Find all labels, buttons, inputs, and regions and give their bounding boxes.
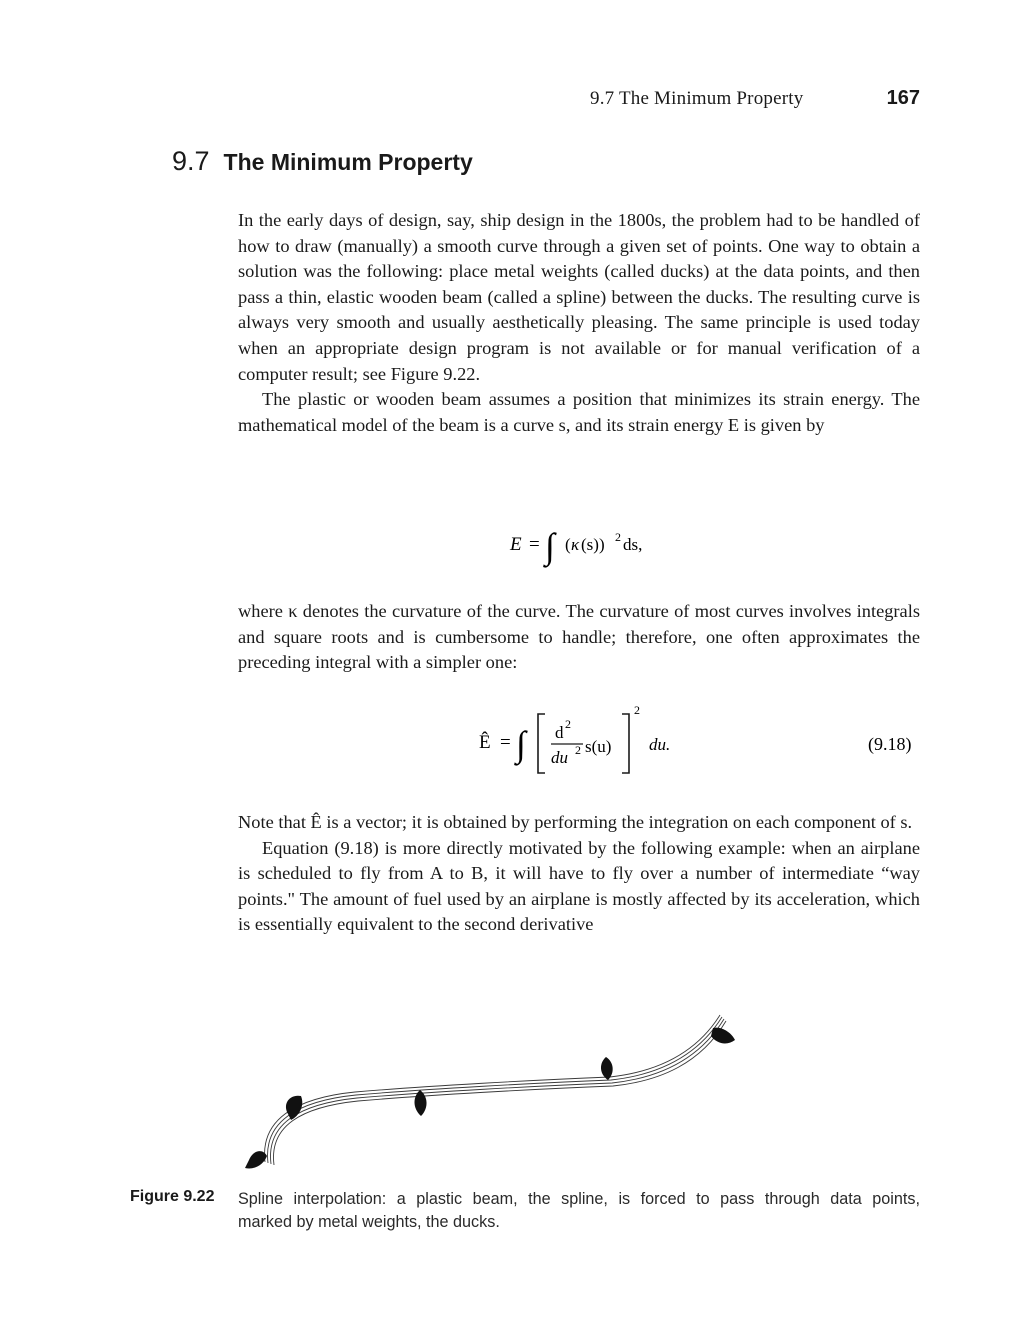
caption-line-2: marked by metal weights, the ducks. (238, 1213, 500, 1231)
eq1-equals: = (529, 534, 540, 555)
eq1-kappa: κ (571, 535, 580, 554)
eq2-num-sup: 2 (565, 717, 571, 731)
duck-weight-icon (711, 1028, 735, 1044)
paragraph-3: where κ denotes the curvature of the curve. The curvature of most curves involves integrals and square roots and is cumbersome to handle; therefore, one often approximates the preceding integral with a simpler one: (238, 601, 920, 673)
paragraph-2: The plastic or wooden beam assumes a position that minimizes its strain energy. The mathematical model of the beam is a curve s, and its strain energy E is given by (238, 389, 920, 435)
figure-label: Figure 9.22 (130, 1188, 215, 1205)
equation-strain-energy-svg (238, 522, 920, 572)
eq1-integral: ∫ (545, 526, 555, 566)
section-title: The Minimum Property (223, 149, 473, 175)
eq1-lhs: E (510, 534, 522, 555)
eq2-equals: = (500, 732, 511, 753)
running-head (590, 88, 920, 118)
duck-weight-icon (415, 1090, 427, 1116)
eq1-tail: ds, (623, 535, 643, 554)
section-number: 9.7 (172, 146, 210, 176)
eq2-func: s(u) (585, 737, 612, 756)
equation-strain-energy (238, 522, 920, 572)
eq2-outer-sup: 2 (634, 703, 640, 717)
eq1-sup: 2 (615, 530, 621, 544)
eq2-integral: ∫ (516, 724, 526, 764)
eq2-lhs: Ê (479, 732, 491, 753)
figure-caption (130, 1188, 920, 1238)
paragraph-5: Equation (9.18) is more directly motivated by the following example: when an airplane is scheduled to fly from A to B, it will have to fly over a number of intermediate “way points." The amount of fuel used by an airplane is mostly affected by its acceleration, which is essentially equivalent to the second derivative (238, 837, 920, 935)
caption-text (238, 1188, 920, 1234)
equation-9-18-svg (238, 700, 920, 780)
body-text-block-1 (238, 208, 920, 438)
paragraph-4: Note that Ê is a vector; it is obtained by performing the integration on each component of s. (238, 812, 913, 832)
duck-weight-icon (245, 1151, 267, 1168)
eq2-num: d (555, 723, 564, 742)
eq1-arg: (s)) (581, 535, 605, 554)
running-title: 9.7 The Minimum Property (590, 88, 804, 109)
eq2-tail: du. (649, 735, 671, 754)
section-heading (172, 146, 872, 186)
spline-illustration (235, 1010, 755, 1180)
eq2-den-sup: 2 (575, 743, 581, 757)
page-number: 167 (886, 87, 920, 109)
figure-spline-ducks (235, 1010, 755, 1180)
eq2-den: du (551, 748, 568, 767)
spline-beam (265, 1015, 726, 1165)
paragraph-1: In the early days of design, say, ship design in the 1800s, the problem had to be handled of how to draw (manually) a smooth curve through a given set of points. One way to obtain a solution was the following: place metal weights (called ducks) at the data points, and then pass a thin, elastic wooden beam (called a spline) between the ducks. The resulting curve is always very smooth and usually aesthetically pleasing. The same principle is used today when an appropriate design program is not available or for manual verification of a computer result; see Figure 9.22. (238, 210, 920, 384)
eq2-left-bracket (538, 714, 545, 773)
body-text-block-3 (238, 810, 920, 938)
equation-9-18 (238, 700, 920, 780)
body-text-block-2 (238, 599, 920, 676)
caption-line-1: Spline interpolation: a plastic beam, the spline, is forced to pass through data points, (238, 1190, 920, 1208)
eq2-label: (9.18) (868, 734, 912, 754)
eq2-right-bracket (622, 714, 629, 773)
eq1-open: ( (565, 535, 571, 554)
